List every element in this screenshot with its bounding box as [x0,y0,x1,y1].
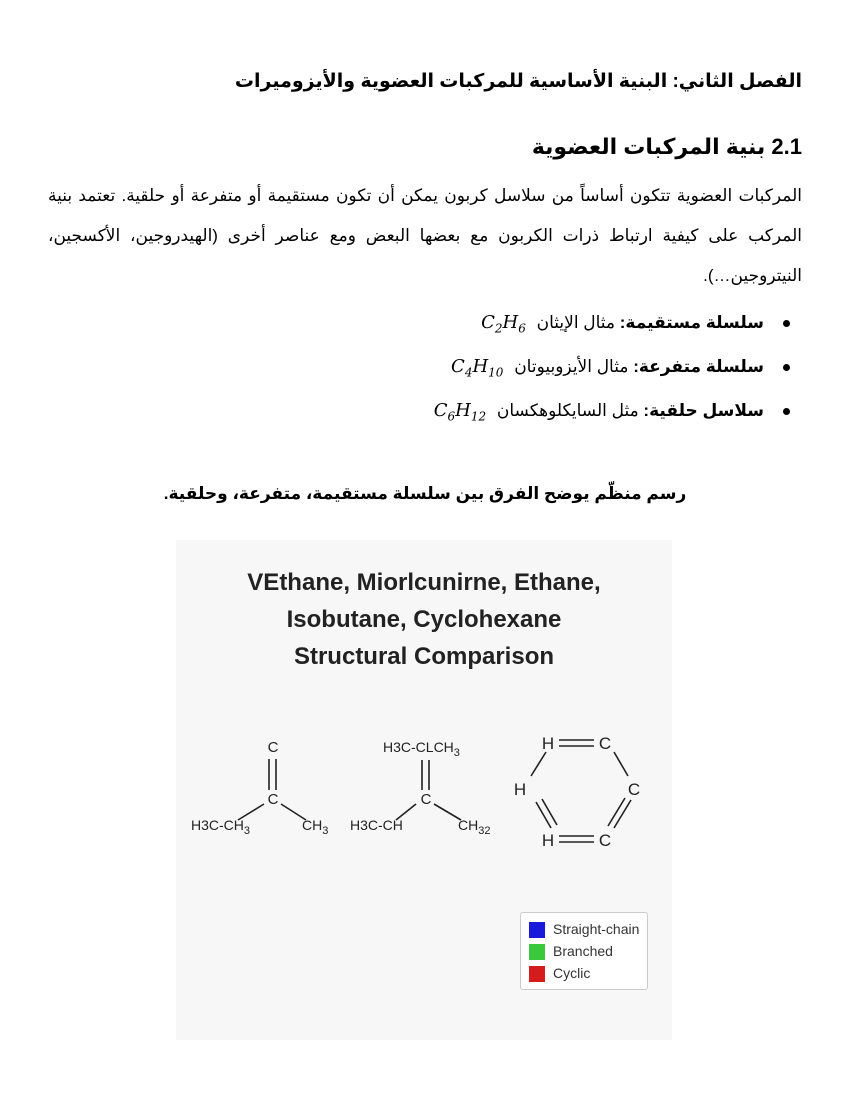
legend-item [529,942,613,960]
structure-figure [176,540,672,1040]
formula-element: C [481,312,495,333]
bond-line [434,804,461,820]
group-text: CH [458,817,479,833]
figure-title-line: Structural Comparison [293,643,555,670]
bullet-icon [783,408,790,415]
atom-label: C [267,791,279,808]
atom-label: C [267,739,279,756]
legend-swatch [529,966,545,982]
structure-branched [396,760,461,820]
list-item [90,394,790,438]
figure-title-line: Isobutane, Cyclohexane [286,606,562,633]
bullet-text: مثل السايكلوهكسان [496,401,639,420]
group-text: CH [302,817,323,833]
atom-label: C [598,831,612,850]
group-subscript: 3 [322,825,329,837]
atom-label: H [541,734,555,753]
chapter-title: الفصل الثاني: البنية الأساسية للمركبات العضوية والأيزوميرات [234,71,802,92]
group-text: H3C-CH [191,817,244,833]
bond-line [542,799,557,825]
group-label [302,817,328,837]
chemical-formula [481,306,526,346]
formula-element: C [451,356,465,377]
bond-line [531,752,546,776]
bullet-label: سلسلة متفرعة: [633,357,764,376]
legend-swatch [529,944,545,960]
legend-label: Cyclic [553,965,591,981]
formula-element: H [502,312,519,333]
list-item [90,306,790,350]
atom-label: H [513,780,527,799]
legend [520,912,648,990]
group-label [191,817,250,837]
group-text: H3C-CLCH [383,739,454,755]
formula-subscript: 6 [518,321,526,336]
bullet-icon [783,320,790,327]
bullet-label: سلاسل حلقية: [643,401,764,420]
section-heading: 2.1 بنية المركبات العضوية [531,134,802,159]
chemical-formula [451,350,503,390]
legend-swatch [529,922,545,938]
atom-label: C [598,734,612,753]
legend-item [529,964,590,982]
atom-label: C [627,780,641,799]
bond-line [536,802,551,828]
list-item [90,350,790,394]
atom-label: H [541,831,555,850]
chain-type-list [90,306,790,438]
formula-subscript: 2 [494,321,503,336]
legend-label: Branched [553,943,613,959]
formula-element: C [433,400,448,421]
group-subscript: 3 [243,825,251,837]
formula-subscript: 4 [464,365,473,380]
group-label [458,817,490,837]
figure-title-line: VEthane, Miorlcunirne, Ethane, [247,569,601,596]
figure-caption: رسم منظّم يوضح الفرق بين سلسلة مستقيمة، متفرعة، وحلقية. [163,484,687,503]
bullet-label: سلسلة مستقيمة: [619,313,764,332]
group-label [383,739,460,759]
formula-element: H [472,356,489,377]
chemical-formula [434,394,486,434]
legend-label: Straight-chain [553,921,640,937]
atom-label: C [420,791,432,808]
bond-line [608,798,625,826]
formula-subscript: 12 [470,409,487,424]
intro-paragraph: المركبات العضوية تتكون أساساً من سلاسل كربون يمكن أن تكون مستقيمة أو متفرعة أو حلقية. تعتمد بنية المركب على كيفية ارتباط ذرات الكربون مع بعضها البعض ومع عناصر أخرى (الهيدروجين، الأكسجين، النيتروجين…). [48,186,802,285]
bullet-text: مثال الإيثان [536,313,616,332]
bullet-icon [783,364,790,371]
legend-item [529,920,639,938]
formula-subscript: 6 [447,409,456,424]
bond-line [614,800,631,828]
group-subscript: 3 [453,747,460,759]
bullet-text: مثال الأيزوبيوتان [514,357,629,376]
formula-subscript: 10 [488,365,504,380]
structure-cyclic [531,740,631,842]
structure-straight-chain [238,759,306,820]
group-subscript: 32 [478,825,491,837]
formula-element: H [455,400,471,421]
group-label: H3C-CH [350,817,403,833]
bond-line [614,752,628,776]
